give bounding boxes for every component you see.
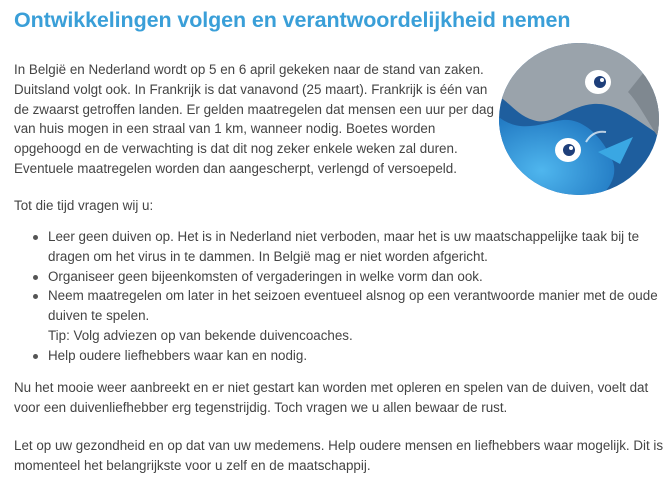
- list-item-text: Organiseer geen bijeenkomsten of vergaderingen in welke vorm dan ook.: [48, 268, 483, 284]
- list-item-text: Neem maatregelen om later in het seizoen eventueel alsnog op een verantwoorde manier met de oude duiven te spelen.: [48, 288, 658, 324]
- lead-paragraph: Tot die tijd vragen wij u:: [14, 198, 154, 213]
- list-item-tip: Tip: Volg adviezen op van bekende duivencoaches.: [48, 327, 353, 343]
- list-item-text: Help oudere liefhebbers waar kan en nodig.: [48, 347, 308, 363]
- intro-paragraph: In België en Nederland wordt op 5 en 6 april gekeken naar de stand van zaken. Duitsland volgt ook. In Frankrijk is dat vanavond (25 maart). Frankrijk is één van de zwaarst getroffen landen. Er gelden maatregelen dat mensen een uur per dag van huis mogen in een straal van 1 km, wanneer nodig. Boetes worden opgehoogd en de verwachting is dat dit nog zeker enkele weken zal duren. Eventuele maatregelen worden dan aangescherpt, verlengd of versoepeld.: [14, 62, 494, 176]
- list-item: [14, 346, 664, 366]
- page-title: Ontwikkelingen volgen en verantwoordelijkheid nemen: [14, 8, 571, 32]
- advice-list: [14, 227, 664, 366]
- outro-paragraph-2: Let op uw gezondheid en op dat van uw medemens. Help oudere mensen en liefhebbers waar mogelijk. Dit is momenteel het belangrijkste voor u zelf en de maatschappij.: [14, 438, 664, 473]
- list-item: [14, 286, 664, 345]
- list-item-text: Leer geen duiven op. Het is in Nederland niet verboden, maar het is uw maatschappelijke taak bij te dragen om het virus in te dammen. In België mag er niet worden afgericht.: [48, 229, 640, 264]
- list-item: [14, 267, 664, 287]
- list-item: [14, 227, 664, 267]
- outro-paragraph-1: Nu het mooie weer aanbreekt en er niet gestart kan worden met opleren en spelen van de duiven, voelt dat voor een duivenliefhebber erg tegenstrijdig. Toch vragen we u allen bewaar de rust.: [14, 380, 649, 415]
- pigeon-logo-icon: [498, 42, 660, 196]
